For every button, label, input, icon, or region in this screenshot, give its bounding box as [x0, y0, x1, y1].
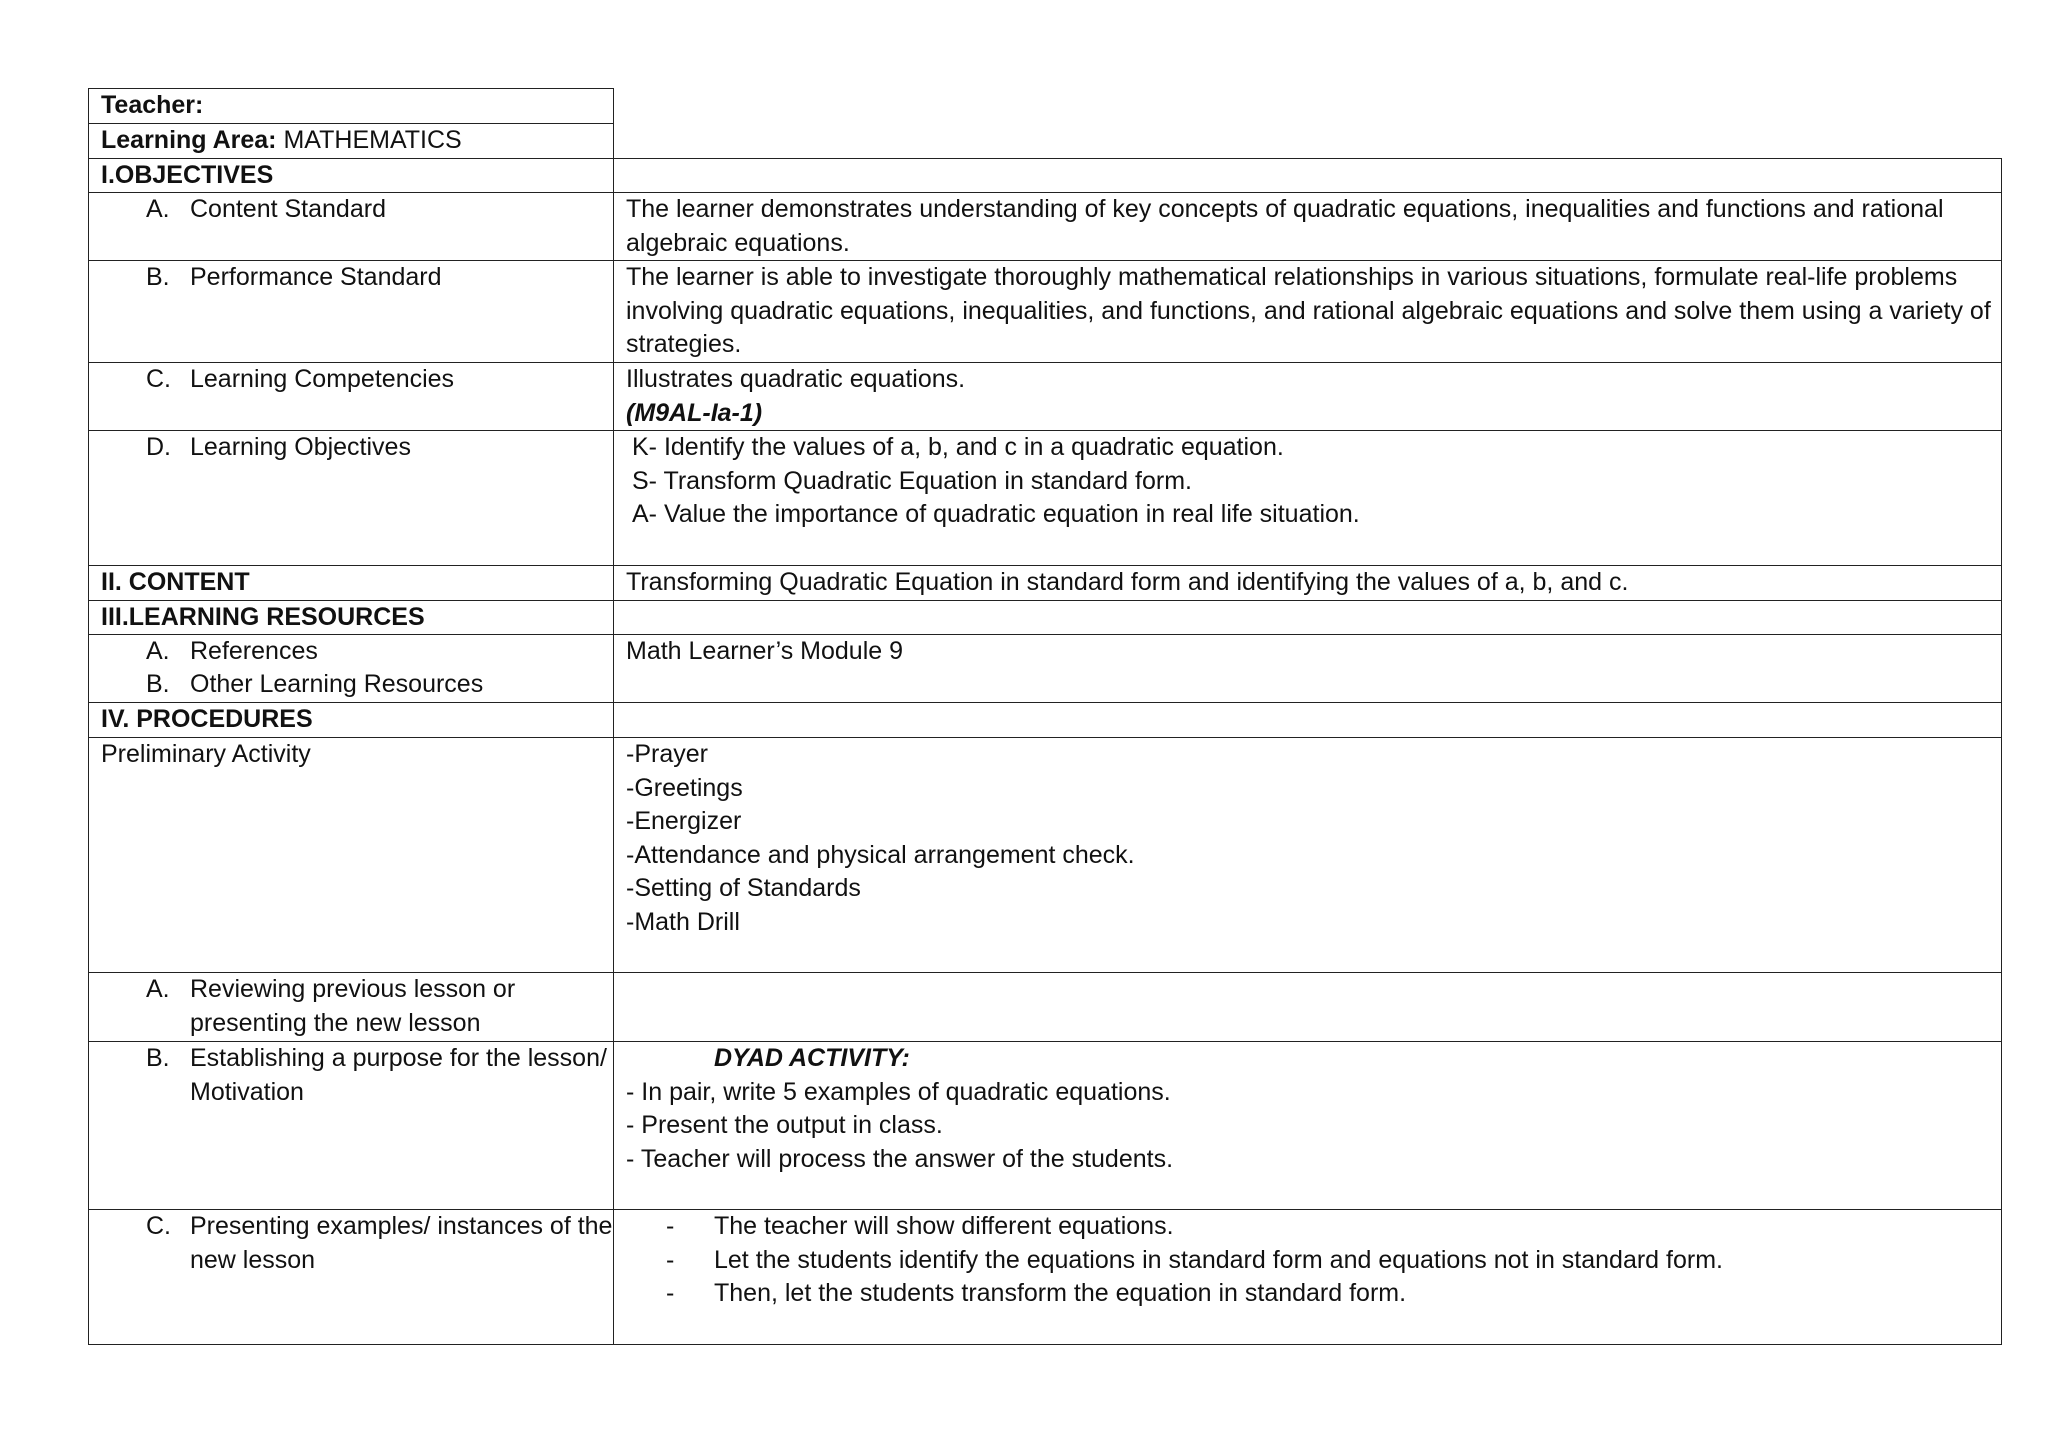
learning-objective-line: A- Value the importance of quadratic equation in real life situation.: [632, 500, 1360, 528]
objectives-heading: I.OBJECTIVES: [101, 161, 274, 189]
examples-item: [626, 1210, 1988, 1244]
reviewing-text: [190, 973, 515, 1040]
teacher-cell: [89, 89, 613, 123]
learning-objective-line: S- Transform Quadratic Equation in standard form.: [632, 466, 1192, 495]
preliminary-item: -Attendance and physical arrangement check.: [626, 840, 1135, 869]
content-standard-text: Content Standard: [190, 195, 386, 223]
preliminary-items: [614, 738, 2000, 972]
other-resources-letter: B.: [146, 670, 170, 698]
examples-item: [626, 1277, 1988, 1311]
other-resources-text: Other Learning Resources: [190, 670, 484, 698]
purpose-line: Establishing a purpose for the lesson/: [190, 1044, 607, 1072]
dash-bullet: -: [666, 1279, 675, 1307]
rule: [2001, 158, 2002, 1345]
purpose-item: - In pair, write 5 examples of quadratic equations.: [626, 1077, 1171, 1106]
content-heading: II. CONTENT: [101, 568, 250, 596]
reviewing-value: [614, 973, 2000, 1041]
examples-item-text: Then, let the students transform the equation in standard form.: [714, 1279, 1407, 1307]
dash-bullet: -: [666, 1245, 675, 1274]
preliminary-item: -Energizer: [626, 807, 742, 835]
performance-standard-line: involving quadratic equations, inequalities, and functions, and rational algebraic equations and solve them using a variety of: [626, 296, 1991, 325]
learning-competencies-text: Learning Competencies: [190, 365, 455, 393]
learning-objective-line: K- Identify the values of a, b, and c in a quadratic equation.: [632, 433, 1284, 461]
preliminary-item: -Greetings: [626, 773, 743, 802]
examples-item: [626, 1244, 1988, 1278]
references-value: Math Learner’s Module 9: [626, 637, 904, 665]
examples-text: [190, 1210, 612, 1277]
reviewing-line: presenting the new lesson: [190, 1008, 481, 1037]
learning-area-value: MATHEMATICS: [283, 126, 462, 154]
performance-standard-line: The learner is able to investigate thoroughly mathematical relationships in various situations, formulate real-life problems: [626, 263, 1958, 291]
content-standard-line: The learner demonstrates understanding of key concepts of quadratic equations, inequalities and functions and rational: [626, 195, 1944, 223]
resources-heading: III.LEARNING RESOURCES: [101, 603, 425, 631]
performance-standard-text: Performance Standard: [190, 263, 442, 291]
learning-competencies-line: Illustrates quadratic equations.: [626, 365, 966, 393]
examples-line: new lesson: [190, 1245, 316, 1274]
preliminary-item: -Prayer: [626, 740, 708, 768]
purpose-text: [190, 1042, 607, 1109]
learning-area-cell: [89, 124, 613, 158]
learning-objectives-value: [620, 431, 2000, 565]
rule: [88, 1344, 2002, 1345]
competency-code: (M9AL-Ia-1): [626, 398, 763, 427]
content-standard-line: algebraic equations.: [626, 228, 850, 257]
dyad-activity-title: DYAD ACTIVITY:: [714, 1044, 910, 1072]
content-value: Transforming Quadratic Equation in standard form and identifying the values of a, b, and c.: [626, 568, 1629, 596]
content-standard-letter: A.: [146, 195, 170, 223]
learning-competencies-letter: C.: [146, 365, 171, 393]
purpose-value: [614, 1042, 2000, 1209]
examples-line: Presenting examples/ instances of the: [190, 1212, 613, 1240]
purpose-item: - Teacher will process the answer of the students.: [626, 1144, 1174, 1173]
examples-value: [614, 1210, 2000, 1344]
dash-bullet: -: [666, 1212, 675, 1240]
preliminary-item: -Math Drill: [626, 907, 740, 936]
performance-standard-line: strategies.: [626, 330, 742, 358]
reviewing-letter: A.: [146, 975, 170, 1003]
reviewing-line: Reviewing previous lesson or: [190, 975, 516, 1003]
content-standard-value: [614, 193, 2000, 260]
learning-objectives-text: Learning Objectives: [190, 433, 411, 461]
performance-standard-letter: B.: [146, 263, 170, 291]
teacher-label: Teacher:: [101, 91, 204, 119]
preliminary-item: -Setting of Standards: [626, 874, 861, 902]
examples-item-text: Let the students identify the equations in standard form and equations not in standard form.: [714, 1245, 1723, 1274]
learning-objectives-letter: D.: [146, 433, 171, 461]
procedures-heading: IV. PROCEDURES: [101, 705, 313, 733]
references-text: References: [190, 637, 318, 665]
examples-item-text: The teacher will show different equations.: [714, 1212, 1174, 1240]
preliminary-label: Preliminary Activity: [101, 740, 311, 768]
references-letter: A.: [146, 637, 170, 665]
purpose-letter: B.: [146, 1044, 170, 1072]
learning-competencies-value: [614, 363, 2000, 430]
performance-standard-value: [614, 261, 2000, 362]
learning-area-label: Learning Area:: [101, 126, 277, 154]
purpose-item: - Present the output in class.: [626, 1111, 943, 1139]
examples-letter: C.: [146, 1212, 171, 1240]
purpose-line: Motivation: [190, 1077, 304, 1106]
